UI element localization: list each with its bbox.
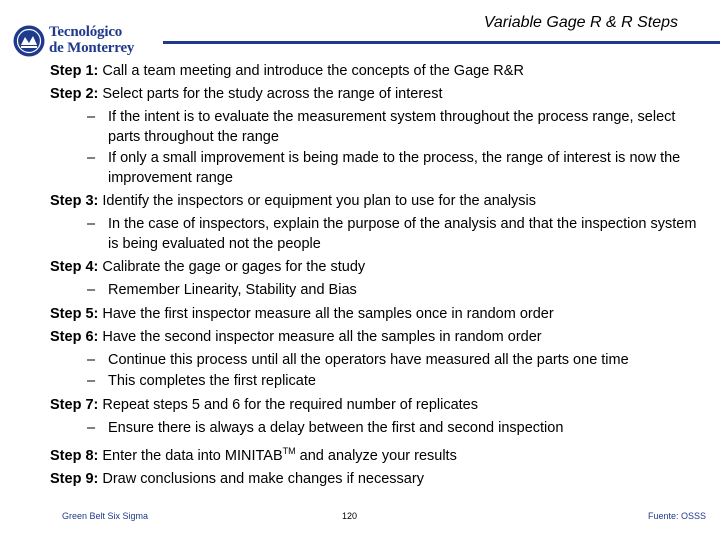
logo-line1: Tecnológico [49, 24, 123, 40]
step-text: Identify the inspectors or equipment you plan to use for the analysis [102, 193, 537, 209]
sub-item [50, 419, 700, 439]
step-item [50, 326, 700, 349]
dash-bullet-icon: – [87, 419, 96, 436]
logo-line2: de Monterrey [49, 40, 135, 56]
step-text: Have the first inspector measure all the samples once in random order [102, 305, 554, 322]
step-label: Step 6: [50, 328, 99, 345]
header-rule [163, 41, 720, 44]
step-label: Step 1: [50, 63, 99, 79]
step-item [50, 303, 700, 326]
page-title: Variable Gage R & R Steps [483, 14, 678, 31]
sub-text: Remember Linearity, Stability and Bias [108, 282, 357, 298]
sub-text: If the intent is to evaluate the measurement system throughout the process range, select parts throughout the range [108, 109, 676, 145]
dash-bullet-icon: – [87, 351, 96, 368]
step-text: Have the second inspector measure all the samples in random order [102, 328, 542, 345]
sub-text: Continue this process until all the operators have measured all the parts one time [108, 351, 629, 368]
page-number: 120 [342, 511, 358, 521]
step-label: Step 7: [50, 396, 99, 413]
dash-bullet-icon: – [87, 150, 96, 166]
step-label: Step 9: [50, 470, 99, 487]
logo-text [49, 24, 134, 56]
sub-item [50, 108, 700, 147]
step-item [50, 190, 700, 213]
trademark-sup: TM [282, 446, 296, 456]
steps-list [50, 60, 700, 491]
dash-bullet-icon: – [87, 373, 96, 389]
sub-item [50, 351, 700, 371]
step-label: Step 5: [50, 305, 99, 322]
sub-text: If only a small improvement is being made to the process, the range of interest is now the improvement range [108, 150, 681, 186]
step-item [50, 394, 700, 417]
step-text-after: and analyze your results [295, 447, 457, 464]
logo [12, 22, 162, 58]
step-text: Enter the data into MINITAB [102, 447, 283, 464]
sub-text: Ensure there is always a delay between the first and second inspection [108, 419, 564, 436]
step-label: Step 2: [50, 86, 99, 102]
step-item [50, 440, 700, 468]
step-text: Select parts for the study across the range of interest [102, 86, 443, 102]
step-item [50, 83, 700, 106]
step-label: Step 8: [50, 447, 99, 464]
sub-item [50, 281, 700, 301]
step-text: Calibrate the gage or gages for the study [102, 259, 366, 275]
tec-de-monterrey-seal-icon [12, 24, 46, 58]
dash-bullet-icon: – [87, 282, 96, 298]
sub-item [50, 372, 700, 392]
step-label: Step 4: [50, 259, 99, 275]
sub-item [50, 215, 700, 254]
sub-text: In the case of inspectors, explain the purpose of the analysis and that the inspection system is being evaluated not the people [108, 216, 697, 252]
step-item [50, 256, 700, 279]
step-label: Step 3: [50, 193, 99, 209]
step-text: Repeat steps 5 and 6 for the required number of replicates [102, 396, 478, 413]
sub-item [50, 149, 700, 188]
step-item [50, 468, 700, 491]
dash-bullet-icon: – [87, 216, 96, 232]
footer-source: Fuente: OSSS [648, 511, 707, 521]
sub-text: This completes the first replicate [108, 373, 316, 389]
step-text: Call a team meeting and introduce the concepts of the Gage R&R [102, 63, 524, 79]
step-text: Draw conclusions and make changes if necessary [102, 470, 424, 487]
footer-course: Green Belt Six Sigma [62, 511, 149, 521]
step-item [50, 60, 700, 83]
dash-bullet-icon: – [87, 109, 96, 125]
